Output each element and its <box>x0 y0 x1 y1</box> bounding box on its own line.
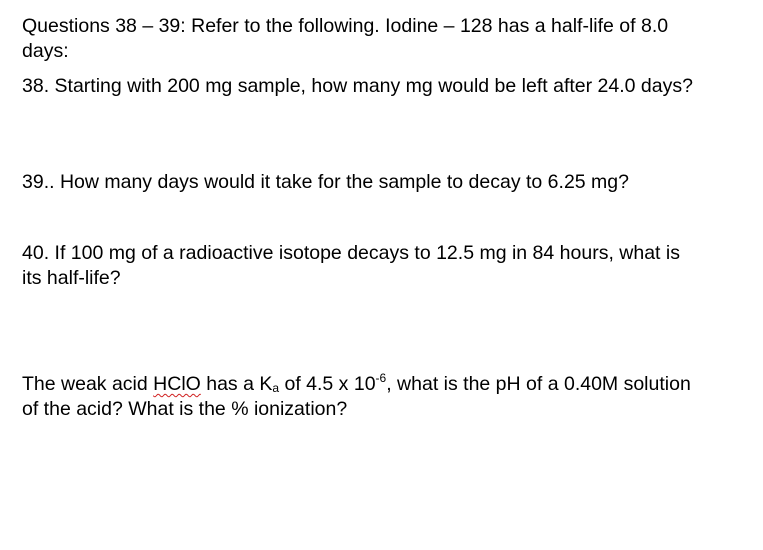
exponent: -6 <box>375 371 387 385</box>
acid-formula: HClO <box>153 373 201 395</box>
intro-text: Questions 38 – 39: Refer to the following. Iodine – 128 has a half-life of 8.0 days: <box>22 15 669 62</box>
question-39: 39.. How many days would it take for the sample to decay to 6.25 mg? <box>22 171 629 193</box>
question-38: 38. Starting with 200 mg sample, how many mg would be left after 24.0 days? <box>22 75 693 97</box>
acid-text-part1: The weak acid <box>22 373 154 395</box>
acid-text-part3: of 4.5 x 10 <box>279 373 376 395</box>
acid-text-part2: has a K <box>200 373 273 395</box>
ka-subscript: a <box>272 381 280 395</box>
acid-text-part4: , what is the pH of a 0.40M solution of the acid? What is the % ionization? <box>22 373 691 420</box>
question-40: 40. If 100 mg of a radioactive isotope decays to 12.5 mg in 84 hours, what is its half-life? <box>22 242 680 289</box>
weak-acid-question <box>22 372 702 422</box>
